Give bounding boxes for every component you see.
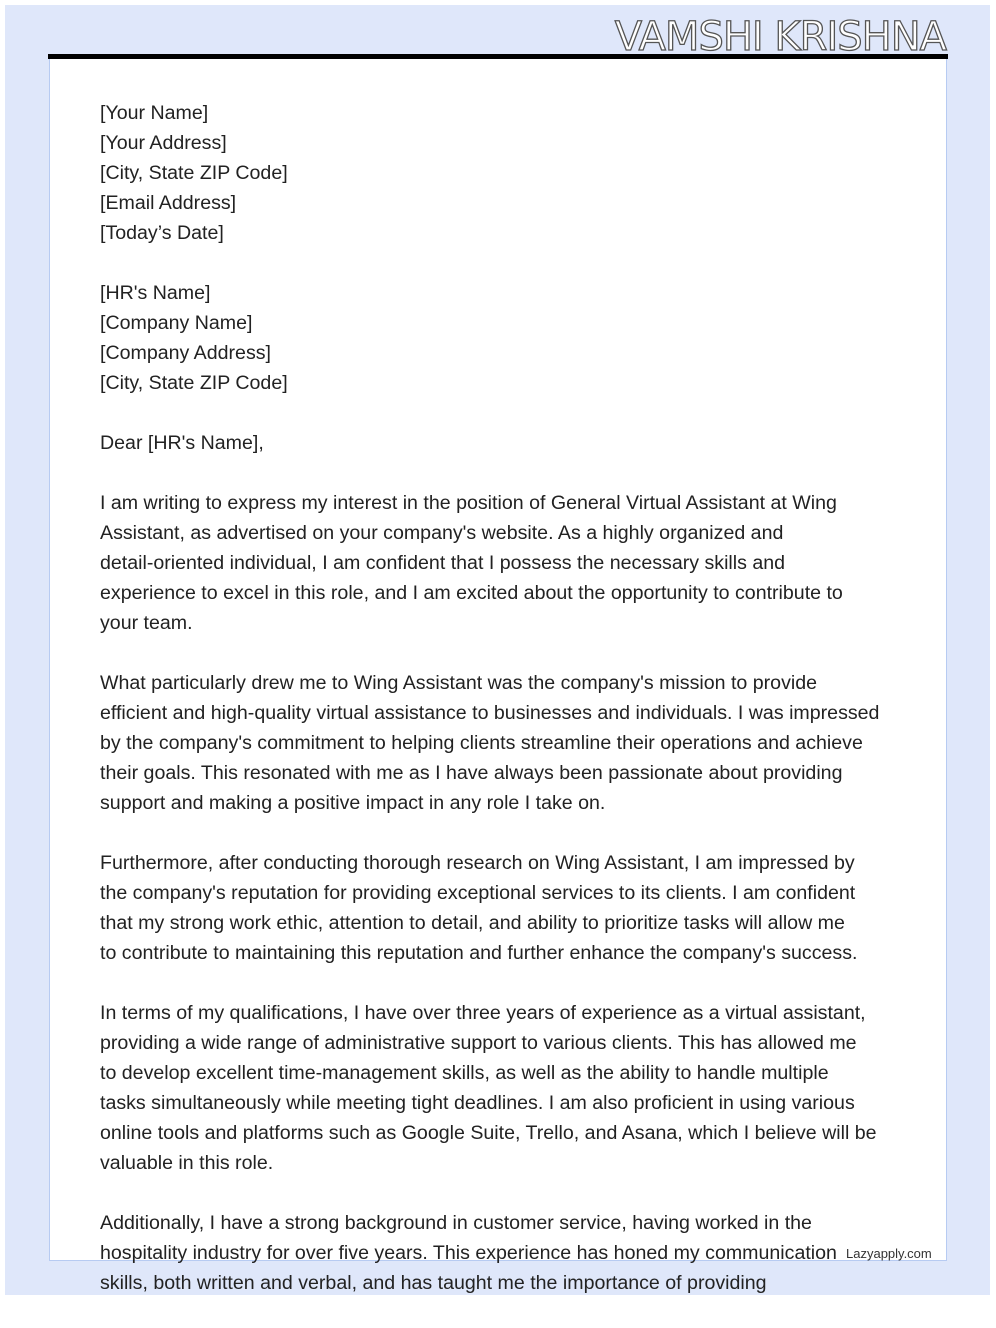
text-line: detail-oriented individual, I am confident that I possess the necessary skills and	[100, 552, 786, 574]
text-line: [Today’s Date]	[100, 222, 224, 244]
text-line: the company's reputation for providing exceptional services to its clients. I am confident	[100, 882, 856, 904]
watermark: Lazyapply.com	[846, 1246, 932, 1261]
text-line: that my strong work ethic, attention to detail, and ability to prioritize tasks will allow me	[100, 912, 845, 934]
text-line: online tools and platforms such as Google Suite, Trello, and Asana, which I believe will be	[100, 1122, 877, 1144]
text-line: In terms of my qualifications, I have over three years of experience as a virtual assistant,	[100, 1002, 866, 1024]
text-line: [City, State ZIP Code]	[100, 372, 288, 394]
text-line: valuable in this role.	[100, 1152, 274, 1174]
text-line: [Email Address]	[100, 192, 237, 214]
letter-paragraph	[100, 428, 879, 458]
text-line: Additionally, I have a strong background in customer service, having worked in the	[100, 1212, 812, 1234]
text-line: to contribute to maintaining this reputation and further enhance the company's success.	[100, 942, 858, 964]
text-line: providing a wide range of administrative support to various clients. This has allowed me	[100, 1032, 857, 1054]
author-name: VAMSHI KRISHNA	[614, 14, 946, 60]
text-line: your team.	[100, 612, 193, 634]
letter-paragraph	[100, 668, 879, 818]
letter-paragraph	[100, 488, 879, 638]
text-line: [Your Address]	[100, 132, 227, 154]
text-line: tasks simultaneously while meeting tight deadlines. I am also proficient in using various	[100, 1092, 855, 1114]
text-line: support and making a positive impact in any role I take on.	[100, 792, 606, 814]
text-line: their goals. This resonated with me as I have always been passionate about providing	[100, 762, 843, 784]
text-line: Furthermore, after conducting thorough research on Wing Assistant, I am impressed by	[100, 852, 855, 874]
text-line: to develop excellent time-management skills, as well as the ability to handle multiple	[100, 1062, 829, 1084]
text-line: What particularly drew me to Wing Assistant was the company's mission to provide	[100, 672, 818, 694]
letter-paragraph	[100, 1208, 879, 1298]
letter-paragraph	[100, 278, 879, 398]
letter-body	[100, 98, 879, 1328]
text-line: [Your Name]	[100, 102, 209, 124]
letter-paragraph	[100, 848, 879, 968]
text-line: skills, both written and verbal, and has taught me the importance of providing	[100, 1272, 767, 1294]
text-line: I am writing to express my interest in the position of General Virtual Assistant at Wing	[100, 492, 837, 514]
text-line: Assistant, as advertised on your company's website. As a highly organized and	[100, 522, 784, 544]
text-line: [City, State ZIP Code]	[100, 162, 288, 184]
letter-paragraph	[100, 998, 879, 1178]
text-line: by the company's commitment to helping clients streamline their operations and achieve	[100, 732, 863, 754]
text-line: [HR's Name]	[100, 282, 211, 304]
text-line: [Company Address]	[100, 342, 271, 364]
text-line: efficient and high-quality virtual assistance to businesses and individuals. I was impressed	[100, 702, 880, 724]
text-line: Dear [HR's Name],	[100, 432, 264, 454]
text-line: hospitality industry for over five years. This experience has honed my communication	[100, 1242, 837, 1264]
text-line: [Company Name]	[100, 312, 253, 334]
text-line: experience to excel in this role, and I am excited about the opportunity to contribute to	[100, 582, 843, 604]
letter-paragraph	[100, 98, 879, 248]
